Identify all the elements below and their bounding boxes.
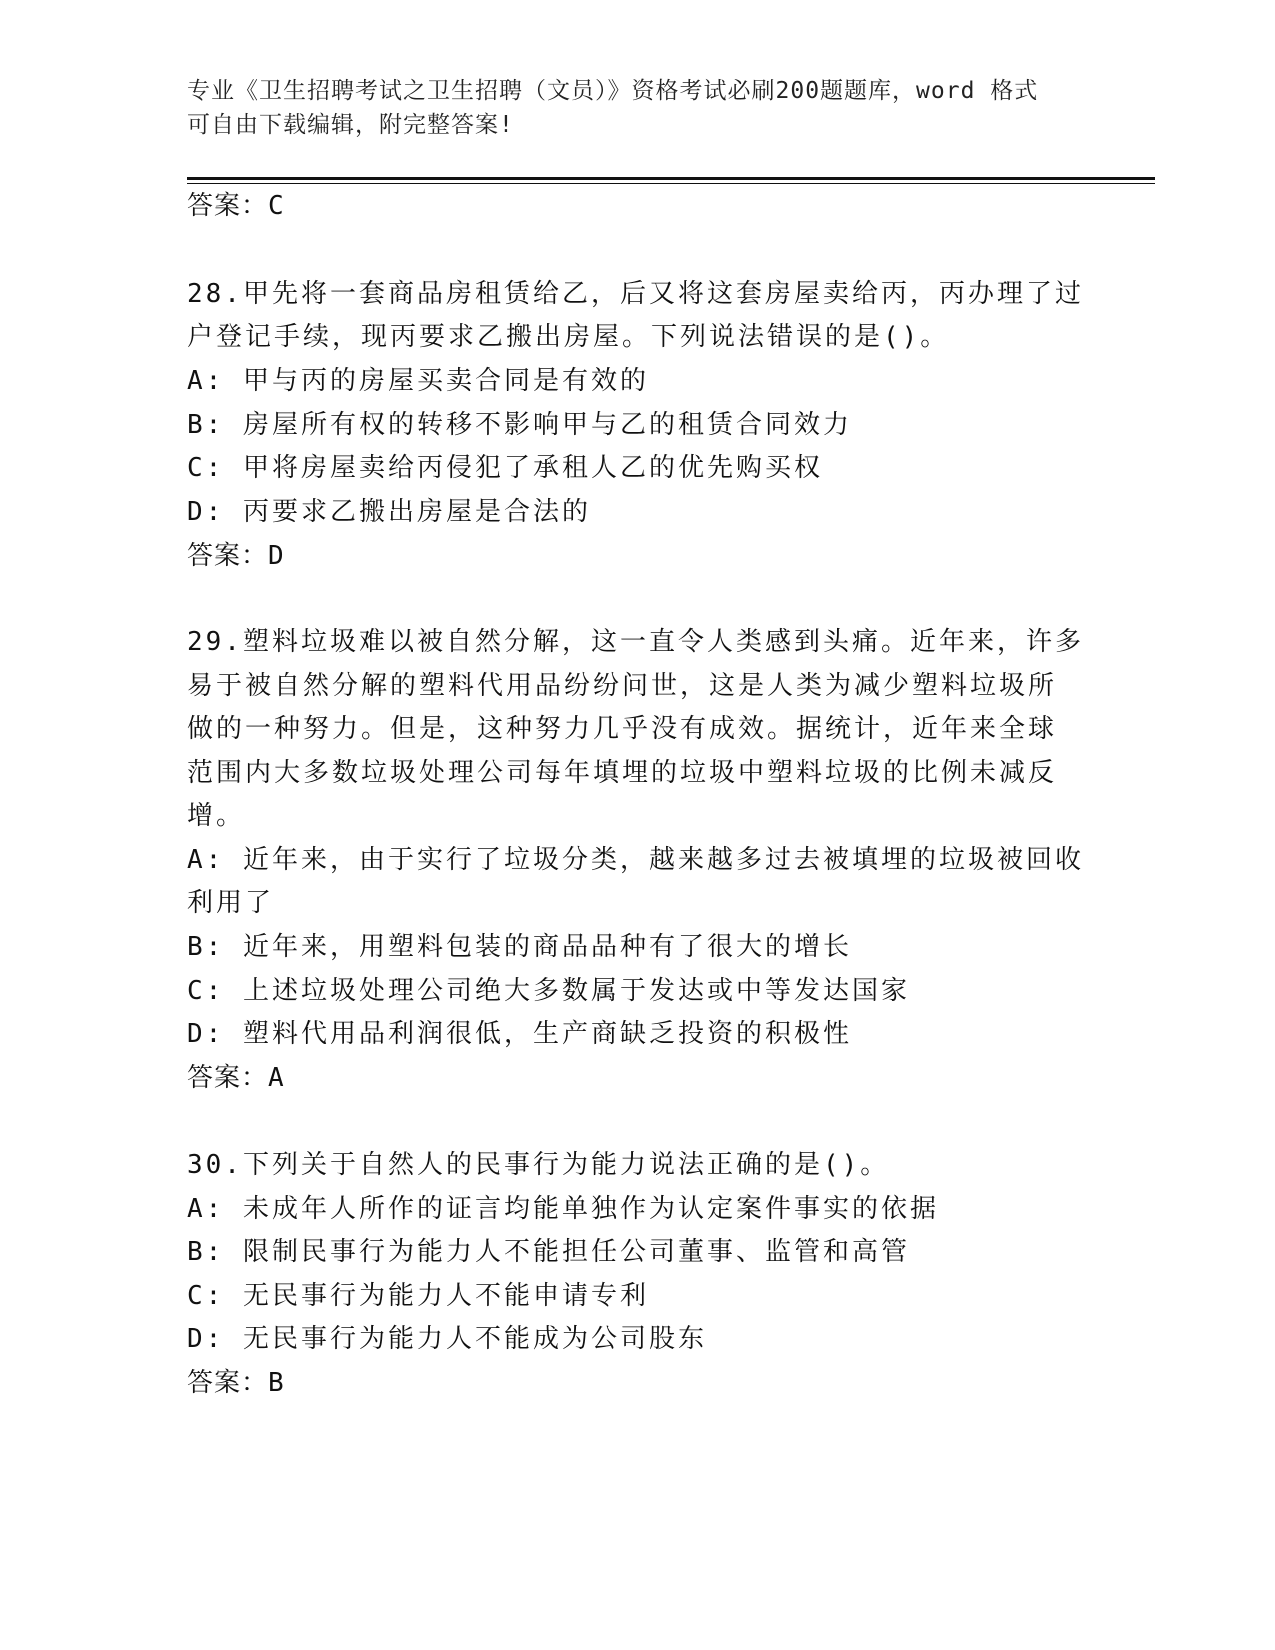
question-30-option-a: A: 未成年人所作的证言均能单独作为认定案件事实的依据 <box>187 1194 939 1224</box>
question-29-answer: 答案：A <box>187 1063 285 1093</box>
question-28-stem-line: 28.甲先将一套商品房租赁给乙，后又将这套房屋卖给丙，丙办理了过 <box>187 279 1084 309</box>
question-29-stem-line: 易于被自然分解的塑料代用品纷纷问世，这是人类为减少塑料垃圾所 <box>187 671 1058 701</box>
question-30-stem-line: 30.下列关于自然人的民事行为能力说法正确的是()。 <box>187 1150 890 1180</box>
question-29-stem-line: 增。 <box>187 801 246 831</box>
question-29-stem-line: 29.塑料垃圾难以被自然分解，这一直令人类感到头痛。近年来，许多 <box>187 627 1084 657</box>
question-28-stem-line: 户登记手续，现丙要求乙搬出房屋。下列说法错误的是()。 <box>187 322 950 352</box>
question-29-option-b: B: 近年来，用塑料包装的商品品种有了很大的增长 <box>187 932 852 962</box>
question-29-stem-line: 做的一种努力。但是，这种努力几乎没有成效。据统计，近年来全球 <box>187 714 1058 744</box>
question-28-answer: 答案：D <box>187 541 285 571</box>
question-29-option-d: D: 塑料代用品利润很低，生产商缺乏投资的积极性 <box>187 1019 852 1049</box>
header-line-2: 可自由下载编辑，附完整答案! <box>187 112 514 138</box>
question-28-option-d: D: 丙要求乙搬出房屋是合法的 <box>187 497 591 527</box>
question-30-option-d: D: 无民事行为能力人不能成为公司股东 <box>187 1324 707 1354</box>
question-29-option-a-cont: 利用了 <box>187 888 275 918</box>
header-divider-thin <box>187 183 1155 184</box>
question-28-option-b: B: 房屋所有权的转移不影响甲与乙的租赁合同效力 <box>187 410 852 440</box>
question-30-option-c: C: 无民事行为能力人不能申请专利 <box>187 1281 649 1311</box>
question-30-option-b: B: 限制民事行为能力人不能担任公司董事、监管和高管 <box>187 1237 910 1267</box>
question-28-option-c: C: 甲将房屋卖给丙侵犯了承租人乙的优先购买权 <box>187 453 823 483</box>
question-30-answer: 答案：B <box>187 1368 285 1398</box>
question-29-option-c: C: 上述垃圾处理公司绝大多数属于发达或中等发达国家 <box>187 976 910 1006</box>
question-29-stem-line: 范围内大多数垃圾处理公司每年填埋的垃圾中塑料垃圾的比例未减反 <box>187 758 1058 788</box>
question-29-option-a: A: 近年来，由于实行了垃圾分类，越来越多过去被填埋的垃圾被回收 <box>187 845 1084 875</box>
header-line-1: 专业《卫生招聘考试之卫生招聘（文员）》资格考试必刷200题题库，word 格式 <box>187 78 1039 104</box>
header-divider <box>187 177 1155 180</box>
previous-answer: 答案：C <box>187 191 285 221</box>
question-28-option-a: A: 甲与丙的房屋买卖合同是有效的 <box>187 366 649 396</box>
document-header <box>187 74 1067 142</box>
